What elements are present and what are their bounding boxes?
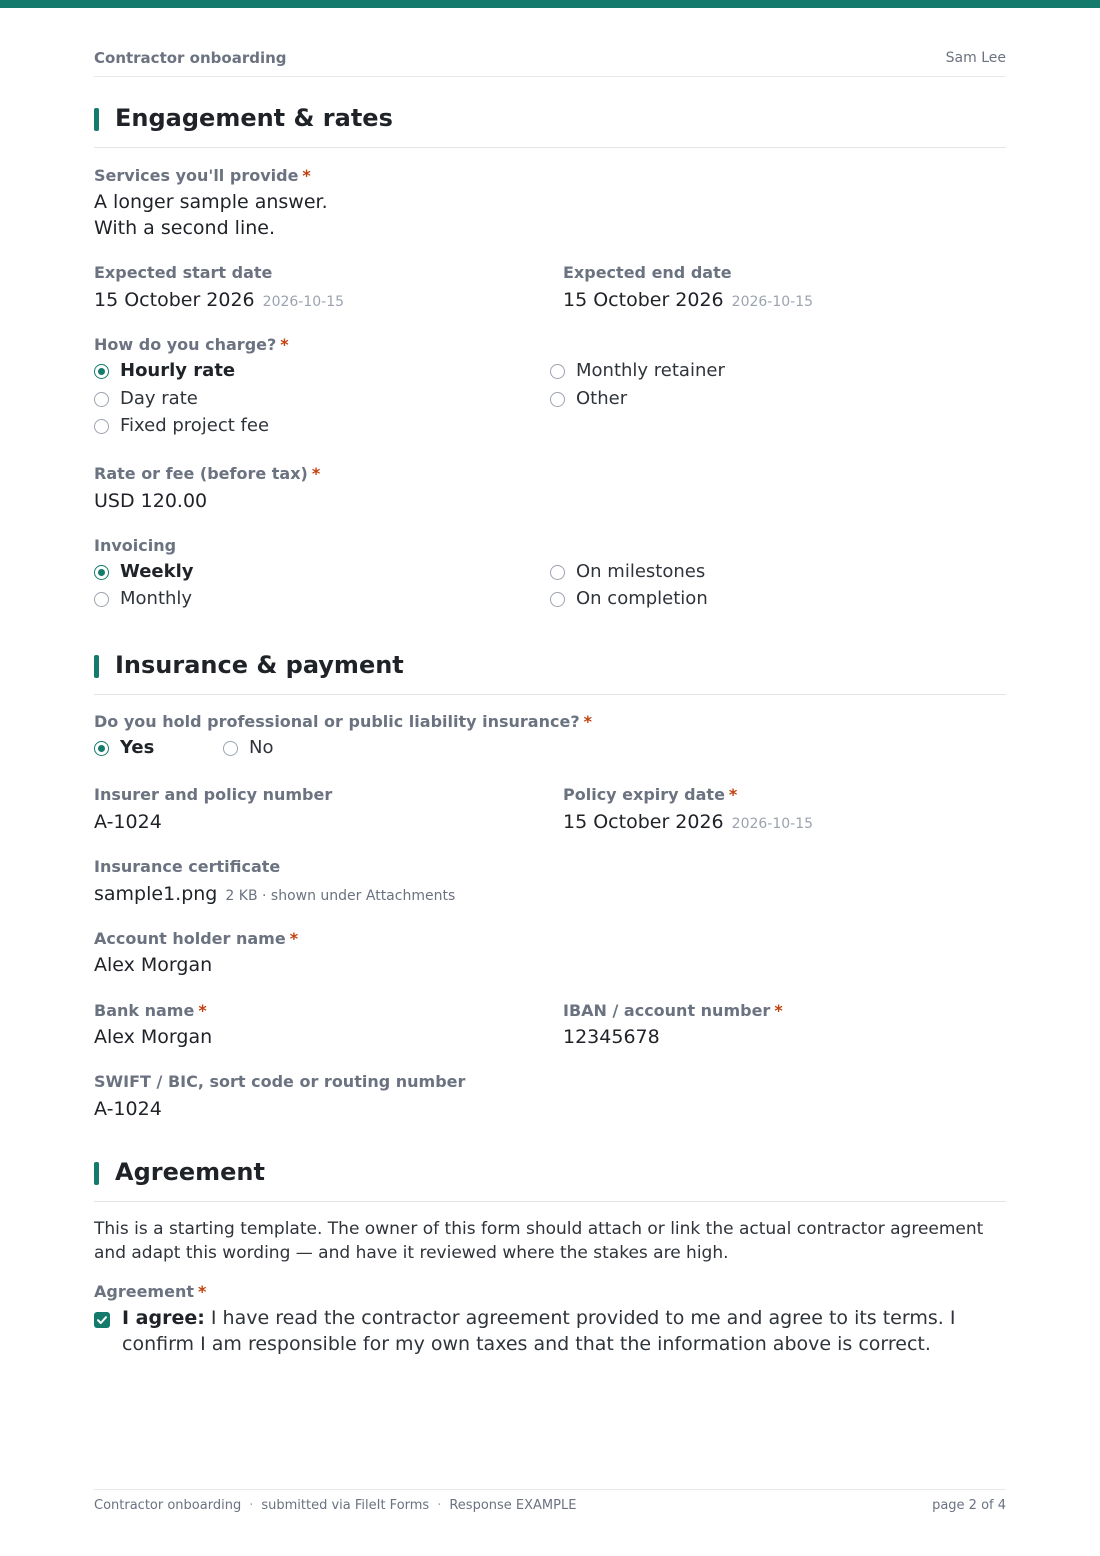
rate-label: Rate or fee (before tax) * (94, 464, 321, 483)
insurer-label: Insurer and policy number (94, 785, 333, 804)
section-insurance (94, 651, 1006, 695)
section-accent-bar (94, 108, 99, 131)
start-date-label: Expected start date (94, 263, 273, 282)
agreement-label: Agreement * (94, 1282, 207, 1301)
footer-separator: · (437, 1498, 442, 1513)
footer-info (94, 1498, 576, 1513)
required-marker: * (583, 712, 592, 731)
checkbox-checked-icon (94, 1312, 110, 1328)
required-marker: * (302, 166, 311, 185)
end-date-value: 15 October 2026 2026-10-15 (563, 289, 814, 311)
iban-value: 12345678 (563, 1026, 660, 1048)
services-label: Services you'll provide * (94, 166, 311, 185)
form-title: Contractor onboarding (94, 49, 287, 67)
bank-label: Bank name * (94, 1001, 207, 1020)
footer-via: submitted via FileIt Forms (261, 1498, 430, 1513)
top-accent-bar (0, 0, 1100, 8)
footer-separator: · (249, 1498, 254, 1513)
certificate-file-name: sample1.png (94, 883, 218, 905)
section-agreement (94, 1158, 1006, 1202)
insurer-value: A-1024 (94, 811, 162, 833)
liability-label: Do you hold professional or public liability insurance? * (94, 712, 592, 731)
agreement-text (122, 1305, 982, 1357)
radio-empty-icon (223, 741, 238, 756)
expiry-label: Policy expiry date * (563, 785, 738, 804)
bank-value: Alex Morgan (94, 1026, 213, 1048)
swift-value: A-1024 (94, 1098, 162, 1120)
required-marker: * (280, 335, 289, 354)
required-marker: * (774, 1001, 783, 1020)
section-engagement (94, 104, 1006, 148)
respondent-name: Sam Lee (945, 50, 1006, 66)
radio-empty-icon (550, 592, 565, 607)
required-marker: * (198, 1001, 207, 1020)
section-title: Engagement & rates (115, 104, 393, 132)
charge-label: How do you charge? * (94, 335, 289, 354)
certificate-label: Insurance certificate (94, 857, 281, 876)
certificate-value (94, 881, 455, 909)
section-accent-bar (94, 655, 99, 678)
required-marker: * (198, 1282, 207, 1301)
section-accent-bar (94, 1162, 99, 1185)
radio-selected-icon (94, 741, 109, 756)
agreement-bold: I agree: (122, 1307, 205, 1329)
radio-empty-icon (550, 565, 565, 580)
required-marker: * (289, 929, 299, 948)
radio-empty-icon (94, 419, 109, 434)
holder-value: Alex Morgan (94, 954, 213, 976)
footer-response: Response EXAMPLE (449, 1498, 577, 1513)
expiry-iso: 2026-10-15 (731, 816, 814, 832)
end-date-iso: 2026-10-15 (731, 294, 814, 310)
swift-label: SWIFT / BIC, sort code or routing number (94, 1072, 466, 1091)
certificate-file-meta: 2 KB · shown under Attachments (225, 888, 456, 904)
required-marker: * (311, 464, 321, 483)
invoicing-label: Invoicing (94, 536, 177, 555)
page-header (94, 47, 1006, 77)
section-title: Agreement (115, 1158, 265, 1186)
section-title: Insurance & payment (115, 651, 404, 679)
expiry-value: 15 October 2026 2026-10-15 (563, 811, 814, 833)
footer-form-name: Contractor onboarding (94, 1498, 242, 1513)
start-date-iso: 2026-10-15 (262, 294, 345, 310)
iban-label: IBAN / account number * (563, 1001, 783, 1020)
radio-empty-icon (94, 592, 109, 607)
radio-empty-icon (550, 392, 565, 407)
radio-selected-icon (94, 565, 109, 580)
start-date-value: 15 October 2026 2026-10-15 (94, 289, 345, 311)
end-date-label: Expected end date (563, 263, 732, 282)
radio-empty-icon (94, 392, 109, 407)
agreement-intro: This is a starting template. The owner of this form should attach or link the actual contractor agreement and adapt this wording — and have it reviewed where the stakes are high. (94, 1219, 984, 1263)
services-value-line1: A longer sample answer. (94, 191, 328, 213)
holder-label: Account holder name * (94, 929, 299, 948)
footer-page-number: page 2 of 4 (932, 1498, 1006, 1513)
radio-empty-icon (550, 364, 565, 379)
radio-selected-icon (94, 364, 109, 379)
rate-value: USD 120.00 (94, 490, 208, 512)
page-footer (94, 1489, 1006, 1523)
agreement-body: I have read the contractor agreement provided to me and agree to its terms. I confirm I am responsible for my own taxes and that the information above is correct. (122, 1307, 956, 1355)
required-marker: * (728, 785, 738, 804)
services-value-line2: With a second line. (94, 217, 275, 239)
